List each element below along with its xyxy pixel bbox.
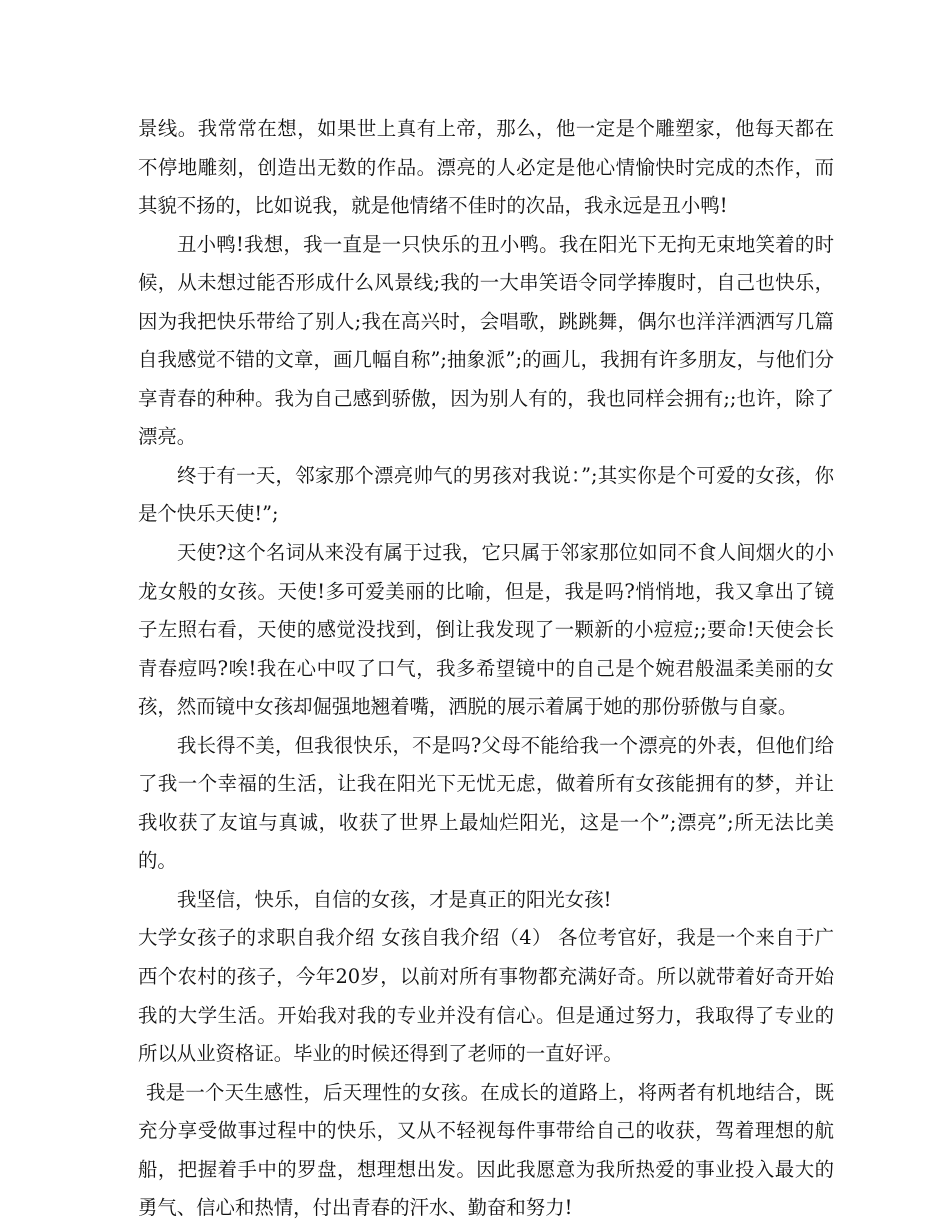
paragraph-1: 景线。我常常在想，如果世上真有上帝，那么，他一定是个雕塑家，他每天都在不停地雕刻，创造出无数的作品。漂亮的人必定是他心情愉快时完成的杰作，而其貌不扬的，比如说我，就是他情绪不佳时的次品，我永远是丑小鸭! <box>138 117 834 218</box>
document-body <box>138 110 834 1228</box>
paragraph-6: 我坚信，快乐，自信的女孩，才是真正的阳光女孩! <box>177 887 612 911</box>
paragraph-7: 大学女孩子的求职自我介绍 女孩自我介绍（4） 各位考官好，我是一个来自于广西个农村的孩子，今年20岁，以前对所有事物都充满好奇。所以就带着好奇开始我的大学生活。开始我对我的专业并没有信心。但是通过努力，我取得了专业的所以从业资格证。毕业的时候还得到了老师的一直好评。 <box>138 926 834 1066</box>
paragraph-8: 我是一个天生感性，后天理性的女孩。在成长的道路上，将两者有机地结合，既充分享受做事过程中的快乐，又从不轻视每件事带给自己的收获，驾着理想的航船，把握着手中的罗盘，想理想出发。因此我愿意为我所热爱的事业投入最大的勇气、信心和热情，付出青春的汗水、勤奋和努力! <box>138 1080 834 1220</box>
paragraph-4: 天使?这个名词从来没有属于过我，它只属于邻家那位如同不食人间烟火的小龙女般的女孩。天使!多可爱美丽的比喻，但是，我是吗?悄悄地，我又拿出了镜子左照右看，天使的感觉没找到，倒让我发现了一颗新的小痘痘;;要命!天使会长青春痘吗?唉!我在心中叹了口气，我多希望镜中的自己是个婉君般温柔美丽的女孩，然而镜中女孩却倔强地翘着嘴，洒脱的展示着属于她的那份骄傲与自豪。 <box>138 541 834 719</box>
paragraph-5: 我长得不美，但我很快乐，不是吗?父母不能给我一个漂亮的外表，但他们给了我一个幸福的生活，让我在阳光下无忧无虑，做着所有女孩能拥有的梦，并让我收获了友谊与真诚，收获了世界上最灿烂阳光，这是一个”;漂亮”;所无法比美的。 <box>138 733 834 873</box>
paragraph-2: 丑小鸭!我想，我一直是一只快乐的丑小鸭。我在阳光下无拘无束地笑着的时候，从未想过能否形成什么风景线;我的一大串笑语令同学捧腹时，自己也快乐，因为我把快乐带给了别人;我在高兴时，会唱歌，跳跳舞，偶尔也洋洋洒洒写几篇自我感觉不错的文章，画几幅自称”;抽象派”;的画儿，我拥有许多朋友，与他们分享青春的种种。我为自己感到骄傲，因为别人有的，我也同样会拥有;;也许，除了漂亮。 <box>138 232 834 449</box>
paragraph-3: 终于有一天，邻家那个漂亮帅气的男孩对我说：”;其实你是个可爱的女孩，你是个快乐天使!”; <box>138 463 834 526</box>
